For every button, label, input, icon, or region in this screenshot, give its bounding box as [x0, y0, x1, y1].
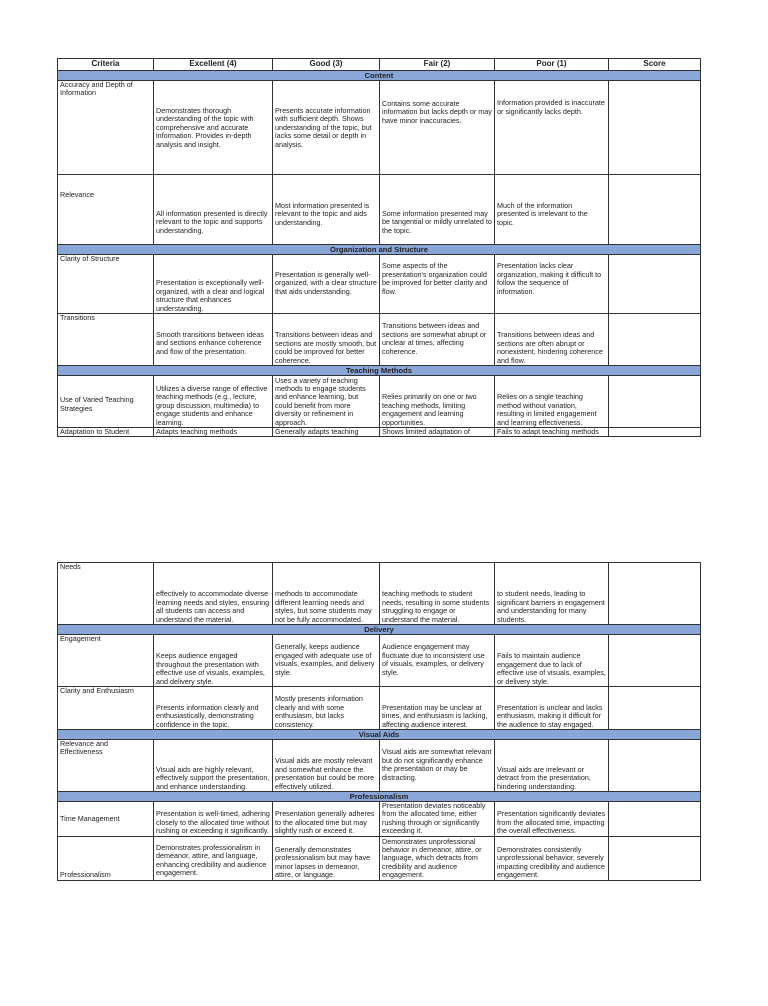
cell-text: Transitions between ideas and sections are mostly smooth, but could be improved for better coherence.	[275, 330, 377, 365]
good-cell	[273, 376, 380, 428]
good-cell	[273, 81, 380, 175]
good-cell	[273, 635, 380, 687]
cell-text: Generally, keeps audience engaged with adequate use of visuals, examples, and delivery style.	[275, 642, 375, 677]
fair-cell: Presentation may be unclear at times, and enthusiasm is lacking, affecting audience interest.	[380, 687, 495, 730]
table-row	[58, 314, 701, 366]
fair-cell	[380, 81, 495, 175]
score-cell[interactable]	[609, 836, 701, 880]
fair-cell	[380, 740, 495, 792]
cell-text: Presents accurate information with sufficient depth. Shows understanding of the topic, but lacks some detail or depth in analysis.	[275, 105, 372, 149]
cell-text: Use of Varied Teaching Strategies	[60, 395, 134, 413]
fair-cell: Presentation deviates noticeably from the allocated time, either rushing through or significantly exceeding it.	[380, 802, 495, 837]
score-cell[interactable]	[609, 687, 701, 730]
cell-text: Uses a variety of teaching methods to engage students and enhance learning, but could benefit from more diversity or refinement in approach.	[275, 375, 366, 427]
header-good: Good (3)	[273, 59, 380, 71]
header-row	[58, 59, 701, 71]
score-cell[interactable]	[609, 314, 701, 366]
cell-text: Audience engagement may fluctuate due to inconsistent use of visuals, examples, or delivery style.	[382, 642, 485, 677]
section-professionalism: Professionalism	[58, 792, 701, 802]
table-row	[58, 836, 701, 880]
rubric-table-page-2	[57, 562, 701, 881]
header-criteria: Criteria	[58, 59, 154, 71]
section-row	[58, 625, 701, 635]
cell-text: Some aspects of the presentation's organization could be improved for better clarity and flow.	[382, 261, 488, 296]
excellent-cell	[154, 175, 273, 245]
good-cell	[273, 314, 380, 366]
table-row	[58, 740, 701, 792]
excellent-cell: effectively to accommodate diverse learning needs and styles, ensuring all students can access and understand the material.	[154, 563, 273, 625]
poor-cell	[495, 175, 609, 245]
score-cell[interactable]	[609, 376, 701, 428]
excellent-cell: Presentation is well-timed, adhering closely to the allocated time without rushing or exceeding it significantly.	[154, 802, 273, 837]
score-cell[interactable]	[609, 81, 701, 175]
score-cell[interactable]	[609, 740, 701, 792]
cell-text: Presentation lacks clear organization, making it difficult to follow the sequence of information.	[497, 261, 602, 296]
cell-text: Contains some accurate information but lacks depth or may have minor inaccuracies.	[382, 98, 492, 125]
poor-cell: to student needs, leading to significant barriers in engagement and understanding for many students.	[495, 563, 609, 625]
poor-cell: Demonstrates consistently unprofessional behavior, severely impacting credibility and audience engagement.	[495, 836, 609, 880]
table-row	[58, 635, 701, 687]
good-cell	[273, 255, 380, 314]
cell-text: Transitions between ideas and sections are often abrupt or nonexistent, hindering coherence and flow.	[497, 330, 603, 365]
cell-text: Utilizes a diverse range of effective teaching methods (e.g., lecture, group discussion, multimedia) to engage students and enhance learning.	[156, 383, 268, 427]
rubric-table-page-1	[57, 58, 701, 437]
poor-cell: Presentation is unclear and lacks enthusiasm, making it difficult for the audience to stay engaged.	[495, 687, 609, 730]
score-cell[interactable]	[609, 255, 701, 314]
good-cell: Visual aids are mostly relevant and somewhat enhance the presentation but could be more effectively utilized.	[273, 740, 380, 792]
cell-text: Smooth transitions between ideas and sections enhance coherence and flow of the presentation.	[156, 329, 264, 356]
excellent-cell: Adapts teaching methods	[154, 428, 273, 437]
poor-cell	[495, 255, 609, 314]
good-cell: Generally demonstrates professionalism but may have minor lapses in demeanor, attire, or language.	[273, 836, 380, 880]
poor-cell: Visual aids are irrelevant or detract from the presentation, hindering understanding.	[495, 740, 609, 792]
criteria-cell	[58, 376, 154, 428]
header-excellent: Excellent (4)	[154, 59, 273, 71]
section-organization: Organization and Structure	[58, 245, 701, 255]
cell-text: All information presented is directly relevant to the topic and supports understanding.	[156, 208, 268, 235]
score-cell[interactable]	[609, 635, 701, 687]
fair-cell: teaching methods to student needs, resulting in some students struggling to engage or understand the material.	[380, 563, 495, 625]
table-row	[58, 428, 701, 437]
section-row	[58, 245, 701, 255]
section-teaching: Teaching Methods	[58, 366, 701, 376]
cell-text: Much of the information presented is irrelevant to the topic.	[497, 200, 588, 227]
header-poor: Poor (1)	[495, 59, 609, 71]
header-fair: Fair (2)	[380, 59, 495, 71]
section-delivery: Delivery	[58, 625, 701, 635]
cell-text: Relies primarily on one or two teaching methods, limiting engagement and learning opportunities.	[382, 392, 477, 427]
fair-cell: Shows limited adaptation of	[380, 428, 495, 437]
section-row	[58, 366, 701, 376]
excellent-cell	[154, 836, 273, 880]
table-row	[58, 802, 701, 837]
table-row	[58, 687, 701, 730]
cell-text: Some information presented may be tangential or mildly unrelated to the topic.	[382, 208, 492, 235]
cell-text: Presentation is exceptionally well-organized, with a clear and logical structure that enhances understanding.	[156, 278, 265, 313]
cell-text: Demonstrates professionalism in demeanor, attire, and language, enhancing credibility and audience engagement.	[156, 843, 267, 878]
score-cell[interactable]	[609, 428, 701, 437]
score-cell[interactable]	[609, 802, 701, 837]
criteria-cell: Transitions	[58, 314, 154, 366]
cell-text: Transitions between ideas and sections are somewhat abrupt or unclear at times, affecting coherence.	[382, 321, 487, 356]
poor-cell	[495, 376, 609, 428]
excellent-cell: Presents information clearly and enthusiastically, demonstrating confidence in the topic.	[154, 687, 273, 730]
good-cell: Generally adapts teaching	[273, 428, 380, 437]
criteria-cell: Engagement	[58, 635, 154, 687]
good-cell: methods to accommodate different learning needs and styles, but some students may not be fully accommodated.	[273, 563, 380, 625]
cell-text: Information provided is inaccurate or significantly lacks depth.	[497, 98, 605, 116]
fair-cell	[380, 314, 495, 366]
criteria-cell: Clarity of Structure	[58, 255, 154, 314]
excellent-cell: Keeps audience engaged throughout the presentation with effective use of visuals, examples, and delivery style.	[154, 635, 273, 687]
good-cell: Mostly presents information clearly and with some enthusiasm, but lacks consistency.	[273, 687, 380, 730]
table-row	[58, 376, 701, 428]
table-row	[58, 81, 701, 175]
cell-text: Relevance	[60, 190, 94, 199]
excellent-cell	[154, 314, 273, 366]
criteria-cell: Professionalism	[58, 836, 154, 880]
excellent-cell	[154, 376, 273, 428]
cell-text: Demonstrates thorough understanding of the topic with comprehensive and accurate information. Provides in-depth analysis and insight.	[156, 105, 254, 149]
fair-cell	[380, 255, 495, 314]
section-visual: Visual Aids	[58, 730, 701, 740]
good-cell	[273, 175, 380, 245]
cell-text: Presentation is generally well-organized, with a clear structure that aids understanding.	[275, 269, 377, 296]
score-cell[interactable]	[609, 175, 701, 245]
poor-cell	[495, 314, 609, 366]
cell-text: Relies on a single teaching method without variation, resulting in limited engagement and learning effectiveness.	[497, 392, 597, 427]
fair-cell: Demonstrates unprofessional behavior in demeanor, attire, or language, which detracts from credibility and audience engagement.	[380, 836, 495, 880]
section-row	[58, 730, 701, 740]
criteria-cell: Relevance and Effectiveness	[58, 740, 154, 792]
criteria-cell: Accuracy and Depth of Information	[58, 81, 154, 175]
excellent-cell	[154, 81, 273, 175]
section-row	[58, 71, 701, 81]
poor-cell: Presentation significantly deviates from the allocated time, impacting the overall effectiveness.	[495, 802, 609, 837]
score-cell[interactable]	[609, 563, 701, 625]
criteria-cell	[58, 175, 154, 245]
poor-cell	[495, 81, 609, 175]
criteria-cell: Time Management	[58, 802, 154, 837]
excellent-cell: Visual aids are highly relevant, effectively support the presentation, and enhance understanding.	[154, 740, 273, 792]
table-row	[58, 175, 701, 245]
excellent-cell	[154, 255, 273, 314]
cell-text: Most information presented is relevant to the topic and aids understanding.	[275, 200, 370, 227]
table-row	[58, 255, 701, 314]
criteria-cell: Needs	[58, 563, 154, 625]
cell-text: Visual aids are somewhat relevant but do not significantly enhance the presentation or may be distracting.	[382, 747, 492, 782]
fair-cell	[380, 376, 495, 428]
section-row	[58, 792, 701, 802]
poor-cell: Fails to maintain audience engagement due to lack of effective use of visuals, examples, or delivery style.	[495, 635, 609, 687]
poor-cell: Fails to adapt teaching methods	[495, 428, 609, 437]
header-score: Score	[609, 59, 701, 71]
table-row	[58, 563, 701, 625]
good-cell: Presentation generally adheres to the allocated time but may slightly rush or exceed it.	[273, 802, 380, 837]
criteria-cell: Clarity and Enthusiasm	[58, 687, 154, 730]
fair-cell	[380, 635, 495, 687]
criteria-cell: Adaptation to Student	[58, 428, 154, 437]
section-content: Content	[58, 71, 701, 81]
fair-cell	[380, 175, 495, 245]
